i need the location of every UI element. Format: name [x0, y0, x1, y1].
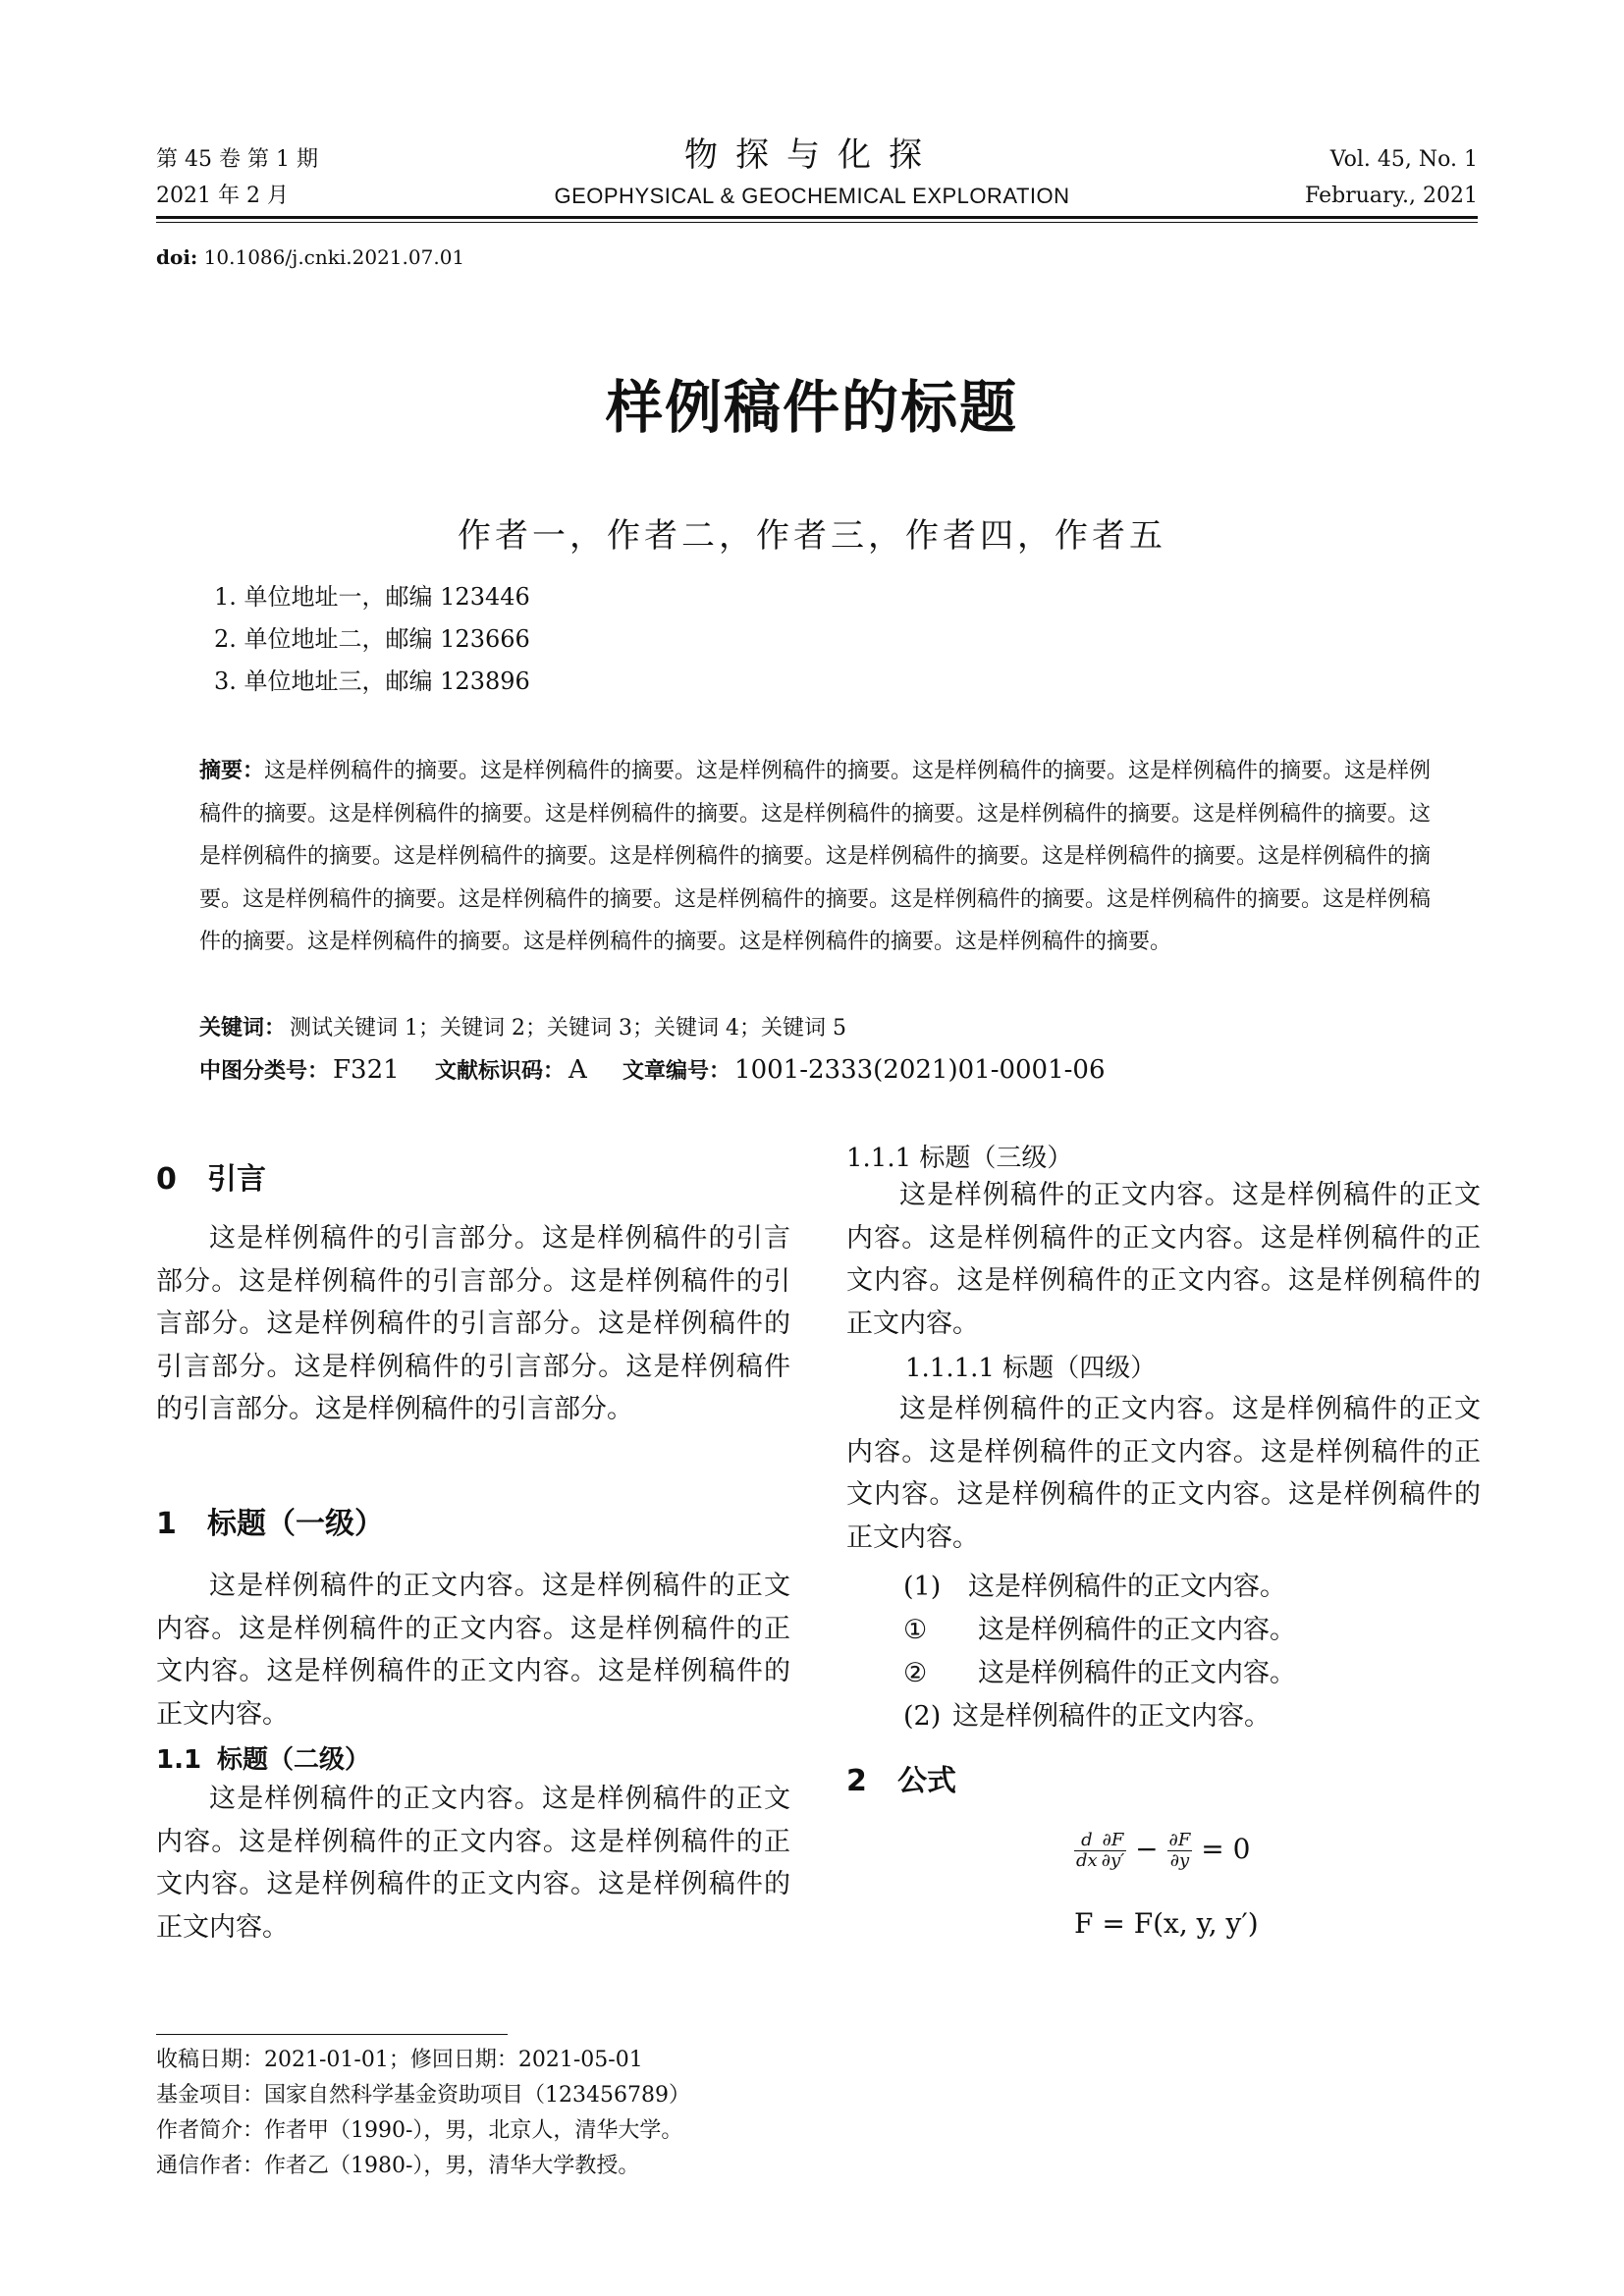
section-number: 1 — [156, 1507, 177, 1541]
header-volume-issue-en: Vol. 45, No. 1 — [1329, 147, 1478, 172]
section-1-1-1-paragraph — [846, 1174, 1481, 1345]
keywords-label: 关键词： — [199, 1016, 287, 1041]
list-text: 这是样例稿件的正文内容。 — [968, 1572, 1286, 1602]
list-marker: ② — [903, 1658, 928, 1688]
list-marker: (2) — [903, 1701, 942, 1732]
keywords-line — [199, 1010, 846, 1047]
equation-euler-lagrange — [1074, 1831, 1250, 1871]
header-volume-issue-cn: 第 45 卷 第 1 期 — [156, 147, 318, 172]
affiliation-list — [214, 576, 530, 703]
section-1-1-text: 这是样例稿件的正文内容。这是样例稿件的正文内容。这是样例稿件的正文内容。这是样例稿件的正文内容。这是样例稿件的正文内容。这是样例稿件的正文内容。 — [156, 1784, 790, 1943]
fraction-numerator: d — [1074, 1831, 1100, 1851]
classification-line — [199, 1051, 1133, 1091]
list-text: 这是样例稿件的正文内容。 — [952, 1701, 1271, 1732]
section-1-text: 这是样例稿件的正文内容。这是样例稿件的正文内容。这是样例稿件的正文内容。这是样例稿件的正文内容。这是样例稿件的正文内容。这是样例稿件的正文内容。 — [156, 1571, 790, 1730]
header-journal-cn: 物探与化探 — [684, 135, 940, 175]
affiliation-item: 3. 单位地址三，邮编 123896 — [214, 667, 530, 695]
doc-code-label: 文献标识码： — [434, 1059, 565, 1084]
section-title: 公式 — [897, 1764, 956, 1798]
section-1-1-1-text: 这是样例稿件的正文内容。这是样例稿件的正文内容。这是样例稿件的正文内容。这是样例稿件的正文内容。这是样例稿件的正文内容。这是样例稿件的正文内容。 — [846, 1180, 1481, 1339]
clc-label: 中图分类号： — [199, 1059, 330, 1084]
list-marker: (1) — [903, 1572, 942, 1602]
header-rule-thin — [156, 222, 1478, 223]
article-no-label: 文章编号： — [623, 1059, 731, 1084]
affiliation-item: 1. 单位地址一，邮编 123446 — [214, 583, 530, 611]
equation-functional: F = F(x, y, y′) — [1074, 1907, 1259, 1940]
section-heading-1-1 — [156, 1739, 370, 1776]
footnote-list — [156, 2043, 690, 2184]
equation-fraction — [1074, 1831, 1100, 1871]
header-rule-thick — [156, 216, 1478, 219]
fraction-denominator: dx — [1076, 1850, 1098, 1871]
section-title: 标题（一级） — [207, 1507, 384, 1541]
section-heading-2 — [846, 1756, 956, 1799]
list-item — [903, 1609, 1296, 1652]
header-date-cn: 2021 年 2 月 — [156, 184, 289, 208]
list-marker: ① — [903, 1615, 928, 1645]
section-heading-intro — [156, 1154, 266, 1198]
list-item — [903, 1652, 1296, 1695]
section-heading-1 — [156, 1499, 384, 1542]
footnote-item: 作者简介：作者甲（1990-），男，北京人，清华大学。 — [156, 2118, 683, 2143]
footnote-rule — [156, 2034, 508, 2035]
doi-line — [156, 245, 464, 269]
list-text: 这是样例稿件的正文内容。 — [978, 1658, 1296, 1688]
footnote-item: 收稿日期：2021-01-01；修回日期：2021-05-01 — [156, 2048, 643, 2072]
section-number: 1.1 — [156, 1745, 202, 1775]
intro-text: 这是样例稿件的引言部分。这是样例稿件的引言部分。这是样例稿件的引言部分。这是样例稿件的引言部分。这是样例稿件的引言部分。这是样例稿件的引言部分。这是样例稿件的引言部分。这是样例稿件的引言部分。这是样例稿件的引言部分。 — [156, 1223, 790, 1424]
intro-paragraph — [156, 1217, 790, 1431]
fraction-denominator: ∂y — [1169, 1850, 1190, 1871]
doi-label: doi: — [156, 245, 198, 269]
doi-value: 10.1086/j.cnki.2021.07.01 — [203, 245, 465, 269]
equation-fraction — [1167, 1831, 1193, 1871]
doc-code-value: A — [568, 1055, 587, 1085]
section-heading-1-1-1-1: 1.1.1.1 标题（四级） — [905, 1354, 1157, 1383]
header-journal-en: GEOPHYSICAL & GEOCHEMICAL EXPLORATION — [554, 184, 1070, 208]
fraction-numerator: ∂F — [1100, 1831, 1127, 1851]
list-item — [903, 1566, 1286, 1609]
affiliation-item: 2. 单位地址二，邮编 123666 — [214, 625, 530, 653]
list-item — [903, 1695, 1271, 1738]
footnote-item: 通信作者：作者乙（1980-），男，清华大学教授。 — [156, 2154, 640, 2178]
section-number: 2 — [846, 1764, 867, 1798]
keywords-text: 测试关键词 1；关键词 2；关键词 3；关键词 4；关键词 5 — [290, 1016, 846, 1041]
fraction-denominator: ∂y′ — [1101, 1850, 1125, 1871]
equation-fraction — [1100, 1831, 1127, 1871]
section-heading-1-1-1: 1.1.1 标题（三级） — [846, 1144, 1073, 1173]
equation-rhs: = 0 — [1201, 1833, 1251, 1865]
section-1-1-paragraph — [156, 1778, 790, 1949]
abstract-text: 这是样例稿件的摘要。这是样例稿件的摘要。这是样例稿件的摘要。这是样例稿件的摘要。这是样例稿件的摘要。这是样例稿件的摘要。这是样例稿件的摘要。这是样例稿件的摘要。这是样例稿件的摘要。这是样例稿件的摘要。这是样例稿件的摘要。这是样例稿件的摘要。这是样例稿件的摘要。这是样例稿件的摘要。这是样例稿件的摘要。这是样例稿件的摘要。这是样例稿件的摘要。这是样例稿件的摘要。这是样例稿件的摘要。这是样例稿件的摘要。这是样例稿件的摘要。这是样例稿件的摘要。这是样例稿件的摘要。这是样例稿件的摘要。这是样例稿件的摘要。这是样例稿件的摘要。这是样例稿件的摘要。 — [199, 759, 1432, 954]
section-title: 标题（二级） — [217, 1745, 371, 1775]
author-list: 作者一，作者二，作者三，作者四，作者五 — [458, 516, 1166, 556]
article-no-value: 1001-2333(2021)01-0001-06 — [734, 1055, 1106, 1085]
section-1-paragraph — [156, 1565, 790, 1735]
section-number: 0 — [156, 1162, 177, 1197]
section-title: 引言 — [207, 1162, 266, 1197]
section-1-1-1-1-paragraph — [846, 1388, 1481, 1559]
fraction-numerator: ∂F — [1168, 1830, 1191, 1850]
equation-minus: − — [1135, 1833, 1159, 1865]
abstract — [199, 750, 1436, 964]
paper-title: 样例稿件的标题 — [605, 374, 1018, 441]
clc-value: F321 — [333, 1055, 400, 1085]
section-1-1-1-1-text: 这是样例稿件的正文内容。这是样例稿件的正文内容。这是样例稿件的正文内容。这是样例稿件的正文内容。这是样例稿件的正文内容。这是样例稿件的正文内容。 — [846, 1394, 1481, 1553]
abstract-label: 摘要： — [199, 759, 265, 783]
header-date-en: February., 2021 — [1305, 184, 1478, 208]
list-text: 这是样例稿件的正文内容。 — [978, 1615, 1296, 1645]
footnote-item: 基金项目：国家自然科学基金资助项目（123456789） — [156, 2083, 690, 2108]
